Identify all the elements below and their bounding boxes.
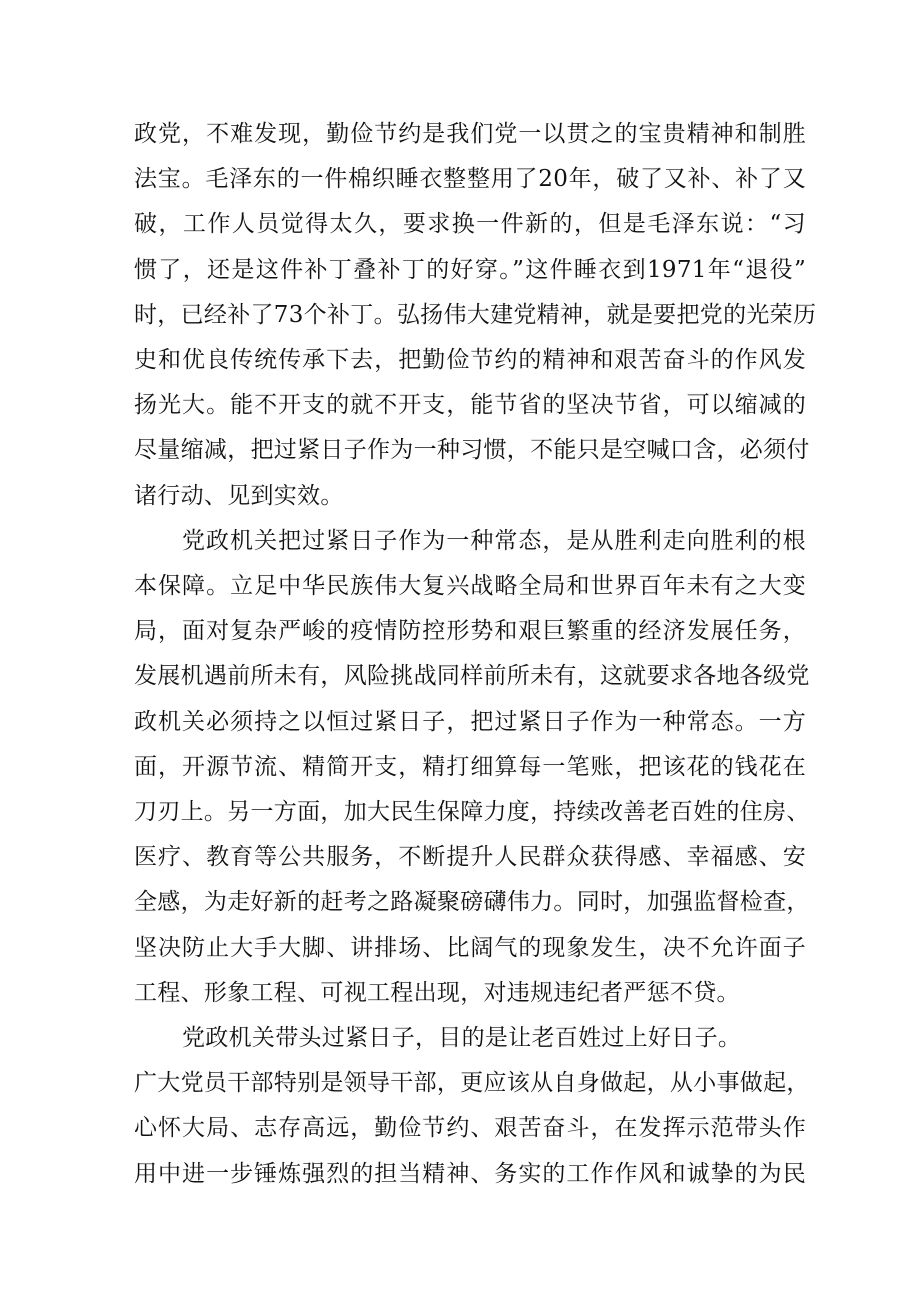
text-line: 工程、形象工程、可视工程出现，对违规违纪者严惩不贷。 [134, 979, 740, 1006]
text-line: 政党，不难发现，勤俭节约是我们党一以贯之的宝贵精神和制胜 [134, 121, 806, 147]
paragraph-3 [134, 1016, 810, 1197]
text-line: 本保障。立足中华民族伟大复兴战略全局和世界百年未有之大变 [134, 573, 806, 600]
text-line: 刀刃上。另一方面，加大民生保障力度，持续改善老百姓的住房、 [134, 799, 810, 826]
text-line: 医疗、教育等公共服务，不断提升人民群众获得感、幸福感、安 [134, 844, 806, 871]
text-line: 法宝。毛泽东的一件棉织睡衣整整用了20年，破了又补、补了又 [134, 166, 806, 193]
text-line: 广大党员干部特别是领导干部，更应该从自身做起，从小事做起， [134, 1070, 810, 1097]
text-line: 惯了，还是这件补丁叠补丁的好穿。”这件睡衣到1971年“退役” [134, 256, 806, 283]
text-line: 发展机遇前所未有，风险挑战同样前所未有，这就要求各地各级党 [134, 663, 810, 690]
document-body [134, 112, 817, 1197]
text-line: 政机关必须持之以恒过紧日子，把过紧日子作为一种常态。一方 [134, 708, 806, 735]
text-line: 面，开源节流、精简开支，精打细算每一笔账，把该花的钱花在 [134, 753, 806, 780]
text-line: 用中进一步锤炼强烈的担当精神、务实的工作作风和诚挚的为民 [134, 1160, 806, 1187]
text-line: 诸行动、见到实效。 [134, 482, 344, 509]
text-line: 党政机关带头过紧日子，目的是让老百姓过上好日子。 [182, 1025, 742, 1052]
text-line: 党政机关把过紧日子作为一种常态，是从胜利走向胜利的根 [182, 527, 806, 554]
text-line: 破，工作人员觉得太久，要求换一件新的，但是毛泽东说：“习 [134, 211, 806, 238]
paragraph-1 [134, 112, 817, 519]
paragraph-2 [134, 519, 810, 1016]
text-line: 心怀大局、志存高远，勤俭节约、艰苦奋斗，在发挥示范带头作 [134, 1115, 806, 1142]
text-line: 全感，为走好新的赶考之路凝聚磅礴伟力。同时，加强监督检查， [134, 889, 810, 916]
text-line: 局，面对复杂严峻的疫情防控形势和艰巨繁重的经济发展任务， [134, 618, 806, 645]
text-line: 坚决防止大手大脚、讲排场、比阔气的现象发生，决不允许面子 [134, 934, 806, 961]
text-line: 时，已经补了73个补丁。弘扬伟大建党精神，就是要把党的光荣历 [134, 301, 817, 328]
text-line: 扬光大。能不开支的就不开支，能节省的坚决节省，可以缩减的 [134, 392, 806, 419]
text-line: 尽量缩减，把过紧日子作为一种习惯，不能只是空喊口含，必须付 [134, 437, 810, 464]
text-line: 史和优良传统传承下去，把勤俭节约的精神和艰苦奋斗的作风发 [134, 347, 806, 374]
